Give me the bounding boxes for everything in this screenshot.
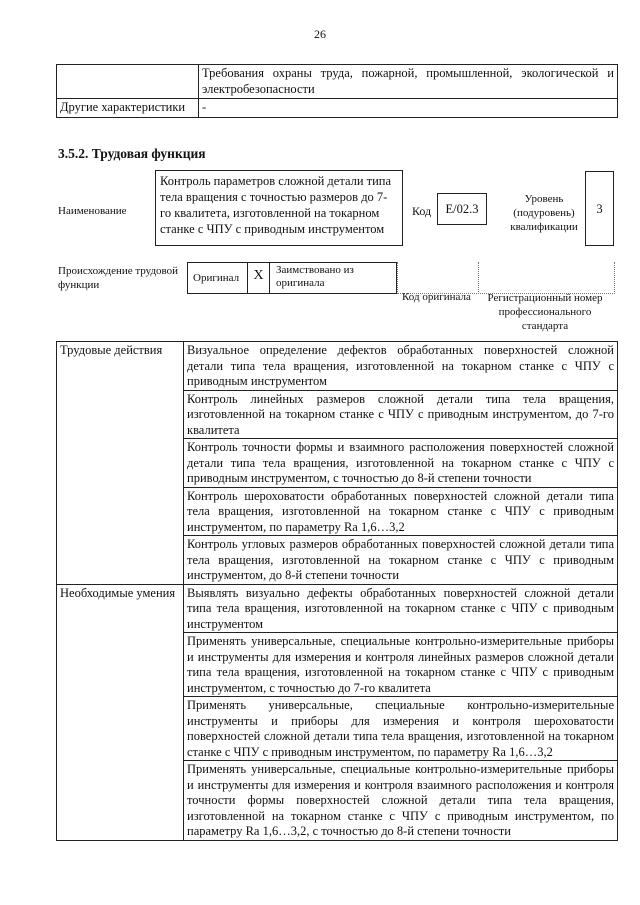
labor-action-item: Визуальное определение дефектов обработанных поверхностей сложной детали типа тела вращения, изготовленной на токарном станке с ЧПУ с приводным инструментом <box>184 342 618 391</box>
section-title: 3.5.2. Трудовая функция <box>58 146 206 161</box>
borrowed-label: Заимствовано из оригинала <box>276 264 354 289</box>
dotted-divider <box>397 262 398 294</box>
skill-item: Применять универсальные, специальные контрольно-измерительные приборы и инструменты для измерения и контроля линейных размеров сложной детали типа тела вращения, изготовленной на токарном станке с ЧПУ с приводным инструментом, с точностью до 7-го квалитета <box>184 633 618 697</box>
page-number: 26 <box>314 27 326 41</box>
labor-action-item: Контроль угловых размеров обработанных поверхностей сложной детали типа тела вращения, изготовленной на токарном станке с ЧПУ с приводным инструментом, до 8-й степени точности <box>184 536 618 585</box>
skills-label: Необходимые умения <box>57 584 184 840</box>
table-row <box>57 99 618 118</box>
skill-item: Применять универсальные, специальные контрольно-измерительные приборы и инструменты для измерения и контроля взаимного расположения и контроля точности формы поверхностей сложной детали типа тела вращения, изготовленной на токарном станке с ЧПУ с приводным инструментом, по параметру Ra 1,6…3,2, с точностью до 8-й степени точности <box>184 761 618 841</box>
original-mark: X <box>247 262 270 294</box>
labor-action-item: Контроль шероховатости обработанных поверхностей сложной детали типа тела вращения, изготовленной на токарном станке с ЧПУ с приводным инструментом, по параметру Ra 1,6…3,2 <box>184 487 618 536</box>
characteristics-table <box>56 64 618 118</box>
code-original-label: Код оригинала <box>402 291 471 303</box>
labor-action-item: Контроль точности формы и взаимного расположения поверхностей сложной детали типа тела вращения, изготовленной на токарном станке с ЧПУ с приводным инструментом, с точностью до 8-й степени точности <box>184 439 618 488</box>
other-characteristics-value: - <box>199 99 618 118</box>
skill-item: Применять универсальные, специальные контрольно-измерительные инструменты и приборы для измерения и контроля шероховатости поверхностей сложной детали типа тела вращения, изготовленной на токарном станке с ЧПУ с приводным инструментом, по параметру Ra 1,6…3,2 <box>184 697 618 761</box>
function-name-box: Контроль параметров сложной детали типа тела вращения с точностью размеров до 7-го квалитета, изготовленной на токарном станке с ЧПУ с приводным инструментом <box>155 170 403 246</box>
table-row <box>57 584 618 633</box>
labor-actions-label: Трудовые действия <box>57 342 184 585</box>
empty-cell <box>57 65 199 99</box>
dotted-divider <box>478 262 479 294</box>
code-label: Код <box>412 204 432 218</box>
dotted-divider <box>614 262 615 294</box>
table-row <box>57 65 618 99</box>
requirements-cell: Требования охраны труда, пожарной, промышленной, экологической и электробезопасности <box>199 65 618 99</box>
labor-action-item: Контроль линейных размеров сложной детали типа тела вращения, изготовленной на токарном станке с ЧПУ с приводным инструментом, до 7-го квалитета <box>184 390 618 439</box>
qualification-level-box: 3 <box>585 171 614 246</box>
origin-label: Происхождение трудовой функции <box>58 265 179 291</box>
qualification-level-label: Уровень (подуровень) квалификации <box>510 193 578 233</box>
code-value-box: E/02.3 <box>437 193 487 225</box>
name-label: Наименование <box>58 205 127 217</box>
original-label: Оригинал <box>193 272 240 284</box>
registration-number-label: Регистрационный номер профессионального стандарта <box>487 292 603 332</box>
table-row <box>57 342 618 391</box>
function-details-table <box>56 341 618 841</box>
skill-item: Выявлять визуально дефекты обработанных поверхностей сложной детали типа тела вращения, изготовленной на токарном станке с ЧПУ с приводным инструментом <box>184 584 618 633</box>
other-characteristics-label: Другие характеристики <box>57 99 199 118</box>
